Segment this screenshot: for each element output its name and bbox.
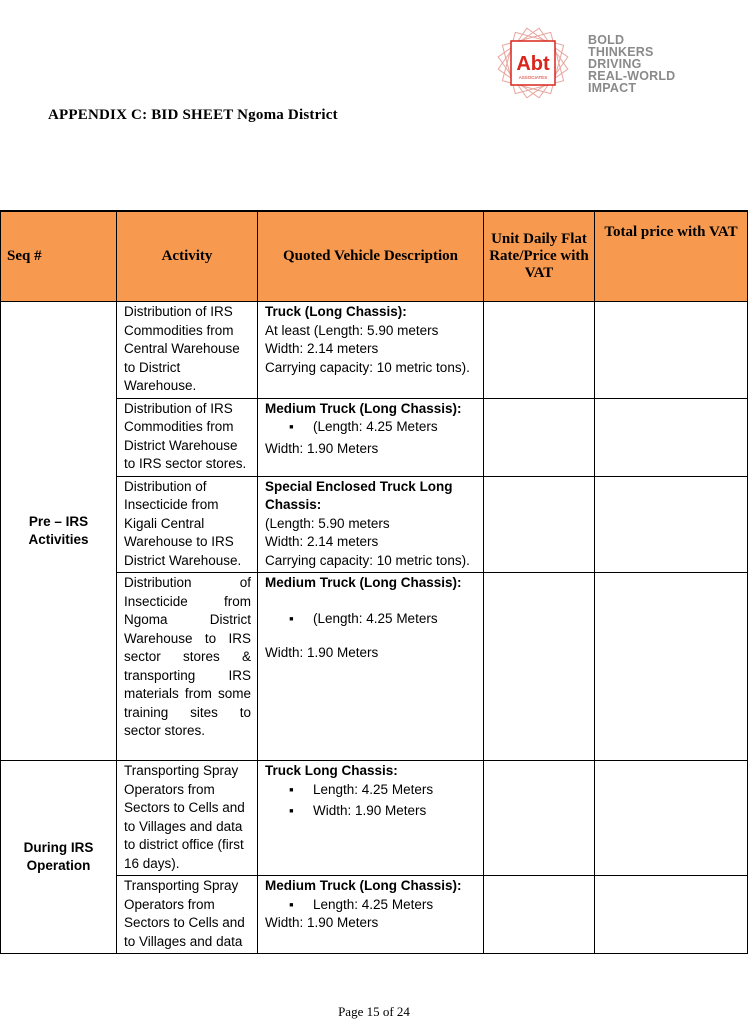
table-header-row <box>1 211 748 302</box>
total-price-input[interactable] <box>595 398 748 476</box>
logo-text: Abt <box>516 53 550 75</box>
bullet-text: (Length: 4.25 Meters <box>313 610 438 626</box>
vehicle-line: Width: 2.14 meters <box>265 341 379 356</box>
vehicle-title: Special Enclosed Truck Long Chassis: <box>265 478 453 512</box>
vehicle-line: Width: 1.90 Meters <box>265 440 379 456</box>
page-title: APPENDIX C: BID SHEET Ngoma District <box>48 107 338 123</box>
vehicle-line: Carrying capacity: 10 metric tons). <box>265 359 470 375</box>
unit-rate-input[interactable] <box>484 876 595 954</box>
logo-tagline <box>588 34 675 94</box>
activity-cell <box>117 761 258 876</box>
vehicle-cell <box>258 761 484 876</box>
vehicle-cell <box>258 573 484 761</box>
tagline-line: DRIVING <box>588 57 642 71</box>
header-unit-rate: Unit Daily Flat Rate/Price with VAT <box>484 211 595 302</box>
vehicle-line: Width: 2.14 meters <box>265 534 379 549</box>
header-seq: Seq # <box>1 211 117 302</box>
logo-subtext: ASSOCIATES <box>518 75 548 80</box>
tagline-line: REAL-WORLD <box>588 69 676 83</box>
unit-rate-input[interactable] <box>484 302 595 399</box>
unit-rate-input[interactable] <box>484 398 595 476</box>
activity-cell <box>117 302 258 399</box>
activity-text: Distribution of Insecticide from Kigali Central Warehouse to IRS District Warehouse. <box>124 478 242 568</box>
unit-rate-input[interactable] <box>484 573 595 761</box>
activity-text: Distribution of Insecticide from Ngoma District Warehouse to IRS sector stores & transporting IRS materials from some training sites to sector stores. <box>124 575 251 738</box>
vehicle-title: Truck Long Chassis: <box>265 763 398 778</box>
header-activity: Activity <box>117 211 258 302</box>
header-vehicle: Quoted Vehicle Description <box>258 211 484 302</box>
activity-cell <box>117 476 258 573</box>
page-number: Page 15 of 24 <box>338 1004 410 1019</box>
unit-rate-input[interactable] <box>484 476 595 573</box>
total-price-input[interactable] <box>595 761 748 876</box>
vehicle-line: Width: 1.90 Meters <box>265 915 379 930</box>
bid-sheet-table <box>0 210 748 954</box>
tagline-line: IMPACT <box>588 81 637 95</box>
header-total-price: Total price with VAT <box>595 211 748 302</box>
activity-cell <box>117 876 258 954</box>
total-price-input[interactable] <box>595 476 748 573</box>
abt-associates-logo <box>490 20 576 106</box>
activity-text: Transporting Spray Operators from Sectors to Cells and to Villages and data to district office (first 16 days). <box>124 763 245 871</box>
vehicle-title: Medium Truck (Long Chassis): <box>265 575 462 590</box>
group-label: Pre – IRS Activities <box>28 513 89 547</box>
vehicle-line: (Length: 5.90 meters <box>265 515 390 531</box>
tagline-line: BOLD <box>588 33 625 47</box>
activity-cell <box>117 398 258 476</box>
vehicle-line: Carrying capacity: 10 metric tons). <box>265 552 470 568</box>
group-during-irs <box>1 761 117 954</box>
total-price-input[interactable] <box>595 302 748 399</box>
vehicle-cell <box>258 398 484 476</box>
bullet-text: (Length: 4.25 Meters <box>313 419 438 434</box>
vehicle-bullet <box>265 781 477 800</box>
vehicle-title: Truck (Long Chassis): <box>265 304 407 319</box>
group-label: During IRS Operation <box>23 839 94 873</box>
tagline-line: THINKERS <box>588 45 654 59</box>
bullet-text: Length: 4.25 Meters <box>313 896 434 912</box>
activity-text: Distribution of IRS Commodities from Central Warehouse to District Warehouse. <box>124 304 240 393</box>
total-price-input[interactable] <box>595 876 748 954</box>
unit-rate-input[interactable] <box>484 761 595 876</box>
vehicle-line: Width: 1.90 Meters <box>265 645 379 660</box>
vehicle-bullet <box>265 418 477 437</box>
activity-cell <box>117 573 258 761</box>
bullet-text: Length: 4.25 Meters <box>313 781 434 797</box>
vehicle-title: Medium Truck (Long Chassis): <box>265 878 462 893</box>
vehicle-cell <box>258 876 484 954</box>
table-row <box>1 761 748 876</box>
vehicle-cell <box>258 302 484 399</box>
total-price-input[interactable] <box>595 573 748 761</box>
vehicle-bullet <box>265 610 477 629</box>
activity-text: Distribution of IRS Commodities from District Warehouse to IRS sector stores. <box>124 400 247 471</box>
table-row <box>1 302 748 399</box>
vehicle-bullet <box>265 896 477 915</box>
vehicle-bullet <box>265 802 477 821</box>
vehicle-line: At least (Length: 5.90 meters <box>265 322 439 338</box>
group-pre-irs <box>1 302 117 761</box>
bullet-text: Width: 1.90 Meters <box>313 803 427 818</box>
vehicle-cell <box>258 476 484 573</box>
vehicle-title: Medium Truck (Long Chassis): <box>265 400 462 416</box>
activity-text: Transporting Spray Operators from Sectors to Cells and to Villages and data <box>124 878 245 949</box>
